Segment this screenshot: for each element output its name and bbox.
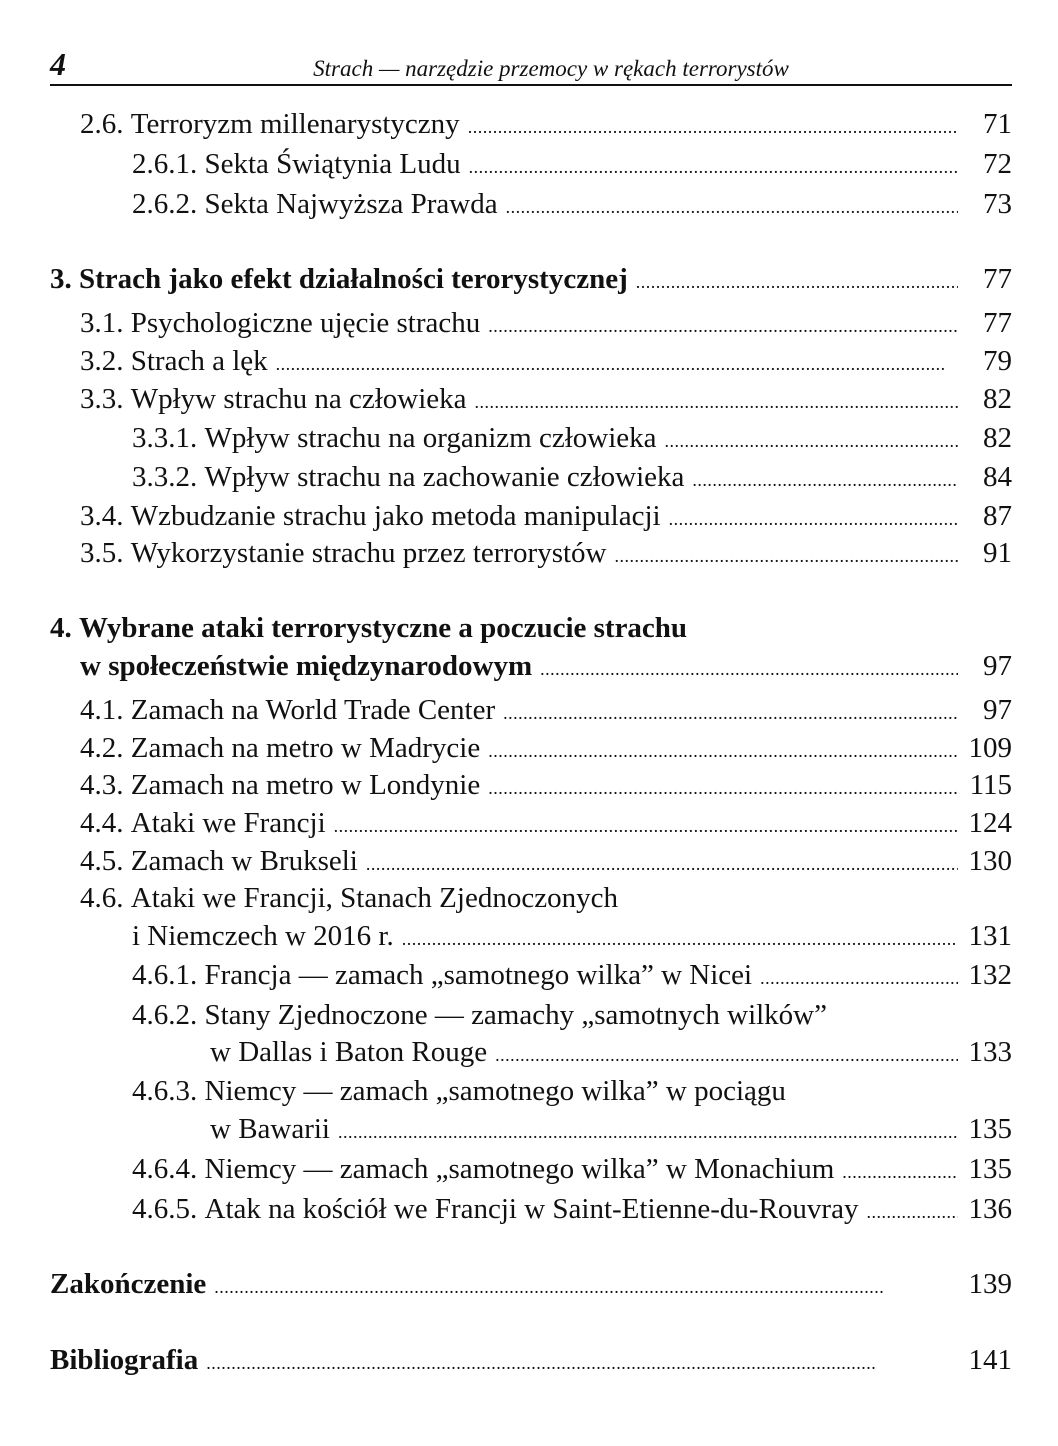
leader-dots bbox=[495, 1034, 958, 1073]
leader-dots bbox=[488, 730, 958, 769]
toc-entry-3-3[interactable] bbox=[80, 381, 1012, 417]
leader-dots bbox=[503, 692, 958, 731]
leader-dots bbox=[334, 805, 958, 844]
toc-entry-4-6-1[interactable] bbox=[132, 957, 1012, 993]
toc-number: 4.6.1. bbox=[132, 959, 198, 991]
leader-dots bbox=[366, 843, 958, 882]
toc-page: 135 bbox=[968, 1153, 1012, 1185]
toc-number: 4.6.5. bbox=[132, 1193, 198, 1225]
toc-number: 4.6.3. bbox=[132, 1075, 198, 1107]
toc-number: 2.6.2. bbox=[132, 188, 198, 220]
toc-page: 87 bbox=[983, 500, 1012, 532]
toc-title: Zamach na World Trade Center bbox=[130, 694, 496, 726]
leader-dots bbox=[206, 1342, 958, 1381]
toc-page: 132 bbox=[968, 959, 1012, 991]
toc-entry-4-6-2[interactable] bbox=[210, 1034, 1012, 1070]
toc-entry-4-6-5[interactable] bbox=[132, 1191, 1012, 1227]
toc-title: Francja — zamach „samotnego wilka” w Nicei bbox=[204, 959, 753, 991]
toc-entry-4-6-3-line1[interactable] bbox=[132, 1073, 786, 1109]
toc-title-continued: w Dallas i Baton Rouge bbox=[210, 1036, 488, 1068]
toc-entry-3-3-2[interactable] bbox=[132, 459, 1012, 495]
running-title: Strach — narzędzie przemocy w rękach terrorystów bbox=[313, 56, 789, 81]
toc-title: Wybrane ataki terrorystyczne a poczucie strachu bbox=[79, 612, 688, 644]
toc-page: 115 bbox=[969, 769, 1012, 801]
toc-number: 4.5. bbox=[80, 845, 124, 877]
page-number: 4 bbox=[50, 46, 66, 82]
toc-title: Niemcy — zamach „samotnego wilka” w pociągu bbox=[204, 1075, 786, 1107]
toc-entry-4-6-2-line1[interactable] bbox=[132, 997, 827, 1033]
leader-dots bbox=[760, 957, 958, 996]
toc-title: Sekta Świątynia Ludu bbox=[204, 148, 461, 180]
header-rule bbox=[50, 84, 1012, 86]
leader-dots bbox=[692, 459, 958, 498]
leader-dots bbox=[402, 918, 958, 957]
toc-page: 91 bbox=[983, 537, 1012, 569]
toc-page: 135 bbox=[968, 1113, 1012, 1145]
toc-title: Stany Zjednoczone — zamachy „samotnych wilków” bbox=[204, 999, 827, 1031]
leader-dots bbox=[214, 1266, 958, 1305]
leader-dots bbox=[842, 1151, 958, 1190]
toc-title-continued: w Bawarii bbox=[210, 1113, 330, 1145]
toc-chapter-4-line1[interactable] bbox=[50, 610, 687, 646]
toc-title: Zamach na metro w Madrycie bbox=[130, 732, 481, 764]
toc-title: Atak na kościół we Francji w Saint-Etienne-du-Rouvray bbox=[204, 1193, 859, 1225]
toc-page: 82 bbox=[983, 422, 1012, 454]
toc-page: 97 bbox=[983, 650, 1012, 682]
leader-dots bbox=[615, 535, 958, 574]
toc-page: 131 bbox=[968, 920, 1012, 952]
toc-number: 3.3.1. bbox=[132, 422, 198, 454]
toc-entry-4-1[interactable] bbox=[80, 692, 1012, 728]
leader-dots bbox=[540, 648, 958, 687]
toc-page: 82 bbox=[983, 383, 1012, 415]
toc-entry-2-6-2[interactable] bbox=[132, 186, 1012, 222]
toc-page: 72 bbox=[983, 148, 1012, 180]
toc-page: 77 bbox=[983, 307, 1012, 339]
toc-number: 4.4. bbox=[80, 807, 124, 839]
toc-title: Terroryzm millenarystyczny bbox=[130, 108, 460, 140]
toc-page: 84 bbox=[983, 461, 1012, 493]
toc-title: Zamach na metro w Londynie bbox=[130, 769, 481, 801]
toc-title: Strach a lęk bbox=[130, 345, 268, 377]
toc-number: 3.3. bbox=[80, 383, 124, 415]
toc-page: 79 bbox=[983, 345, 1012, 377]
toc-number: 3.4. bbox=[80, 500, 124, 532]
leader-dots bbox=[866, 1191, 958, 1230]
leader-dots bbox=[665, 420, 958, 459]
toc-page: 97 bbox=[983, 694, 1012, 726]
toc-title: Wpływ strachu na człowieka bbox=[130, 383, 467, 415]
toc-title: Strach jako efekt działalności terorystycznej bbox=[79, 263, 628, 295]
toc-conclusion[interactable] bbox=[50, 1266, 1012, 1302]
toc-number: 4.3. bbox=[80, 769, 124, 801]
leader-dots bbox=[475, 381, 958, 420]
toc-page: 136 bbox=[968, 1193, 1012, 1225]
toc-number: 3.3.2. bbox=[132, 461, 198, 493]
toc-page: 139 bbox=[968, 1268, 1012, 1300]
toc-title: Wykorzystanie strachu przez terrorystów bbox=[130, 537, 607, 569]
toc-chapter-4[interactable] bbox=[80, 648, 1012, 684]
toc-page: 141 bbox=[968, 1344, 1012, 1376]
toc-entry-3-3-1[interactable] bbox=[132, 420, 1012, 456]
leader-dots bbox=[506, 186, 958, 225]
toc-entry-3-2[interactable] bbox=[80, 343, 1012, 379]
toc-page: 124 bbox=[968, 807, 1012, 839]
toc-page: 133 bbox=[968, 1036, 1012, 1068]
toc-number: 3. bbox=[50, 263, 72, 295]
toc-number: 4.6.2. bbox=[132, 999, 198, 1031]
toc-title: Bibliografia bbox=[50, 1344, 199, 1376]
toc-title: Ataki we Francji, Stanach Zjednoczonych bbox=[130, 882, 618, 914]
toc-number: 4.6. bbox=[80, 882, 124, 914]
leader-dots bbox=[669, 498, 958, 537]
toc-number: 2.6. bbox=[80, 108, 124, 140]
toc-chapter-3[interactable] bbox=[50, 261, 1012, 297]
toc-entry-2-6-1[interactable] bbox=[132, 146, 1012, 182]
toc-entry-3-4[interactable] bbox=[80, 498, 1012, 534]
leader-dots bbox=[488, 767, 958, 806]
toc-title: Zamach w Brukseli bbox=[130, 845, 358, 877]
toc-entry-3-1[interactable] bbox=[80, 305, 1012, 341]
toc-title-continued: i Niemczech w 2016 r. bbox=[132, 920, 394, 952]
leader-dots bbox=[469, 146, 958, 185]
leader-dots bbox=[488, 305, 958, 344]
toc-number: 4.2. bbox=[80, 732, 124, 764]
leader-dots bbox=[468, 106, 958, 145]
leader-dots bbox=[338, 1111, 958, 1150]
toc-number: 3.2. bbox=[80, 345, 124, 377]
toc-number: 3.5. bbox=[80, 537, 124, 569]
toc-title: Wpływ strachu na organizm człowieka bbox=[204, 422, 657, 454]
toc-title: Ataki we Francji bbox=[130, 807, 326, 839]
toc-entry-4-2[interactable] bbox=[80, 730, 1012, 766]
toc-title: Wzbudzanie strachu jako metoda manipulacji bbox=[130, 500, 661, 532]
toc-entry-2-6[interactable] bbox=[80, 106, 1012, 142]
toc-entry-4-6[interactable] bbox=[132, 918, 1012, 954]
toc-number: 4.1. bbox=[80, 694, 124, 726]
toc-title: Wpływ strachu na zachowanie człowieka bbox=[204, 461, 685, 493]
toc-entry-4-6-3[interactable] bbox=[210, 1111, 1012, 1147]
toc-page: 77 bbox=[983, 263, 1012, 295]
toc-number: 4.6.4. bbox=[132, 1153, 198, 1185]
running-header bbox=[50, 46, 1012, 86]
leader-dots bbox=[276, 343, 958, 382]
toc-entry-4-4[interactable] bbox=[80, 805, 1012, 841]
toc-page: 73 bbox=[983, 188, 1012, 220]
toc-title-continued: w społeczeństwie międzynarodowym bbox=[80, 650, 533, 682]
toc-title: Sekta Najwyższa Prawda bbox=[204, 188, 498, 220]
toc-number: 4. bbox=[50, 612, 72, 644]
toc-entry-4-6-4[interactable] bbox=[132, 1151, 1012, 1187]
toc-entry-4-6-line1[interactable] bbox=[80, 880, 618, 916]
leader-dots bbox=[636, 261, 958, 300]
toc-page: 130 bbox=[968, 845, 1012, 877]
toc-number: 3.1. bbox=[80, 307, 124, 339]
toc-number: 2.6.1. bbox=[132, 148, 198, 180]
toc-entry-4-5[interactable] bbox=[80, 843, 1012, 879]
toc-page: 109 bbox=[968, 732, 1012, 764]
toc-page: 71 bbox=[983, 108, 1012, 140]
toc-entry-4-3[interactable] bbox=[80, 767, 1012, 803]
toc-bibliography[interactable] bbox=[50, 1342, 1012, 1378]
toc-title: Psychologiczne ujęcie strachu bbox=[130, 307, 481, 339]
toc-entry-3-5[interactable] bbox=[80, 535, 1012, 571]
toc-title: Niemcy — zamach „samotnego wilka” w Monachium bbox=[204, 1153, 835, 1185]
toc-title: Zakończenie bbox=[50, 1268, 207, 1300]
